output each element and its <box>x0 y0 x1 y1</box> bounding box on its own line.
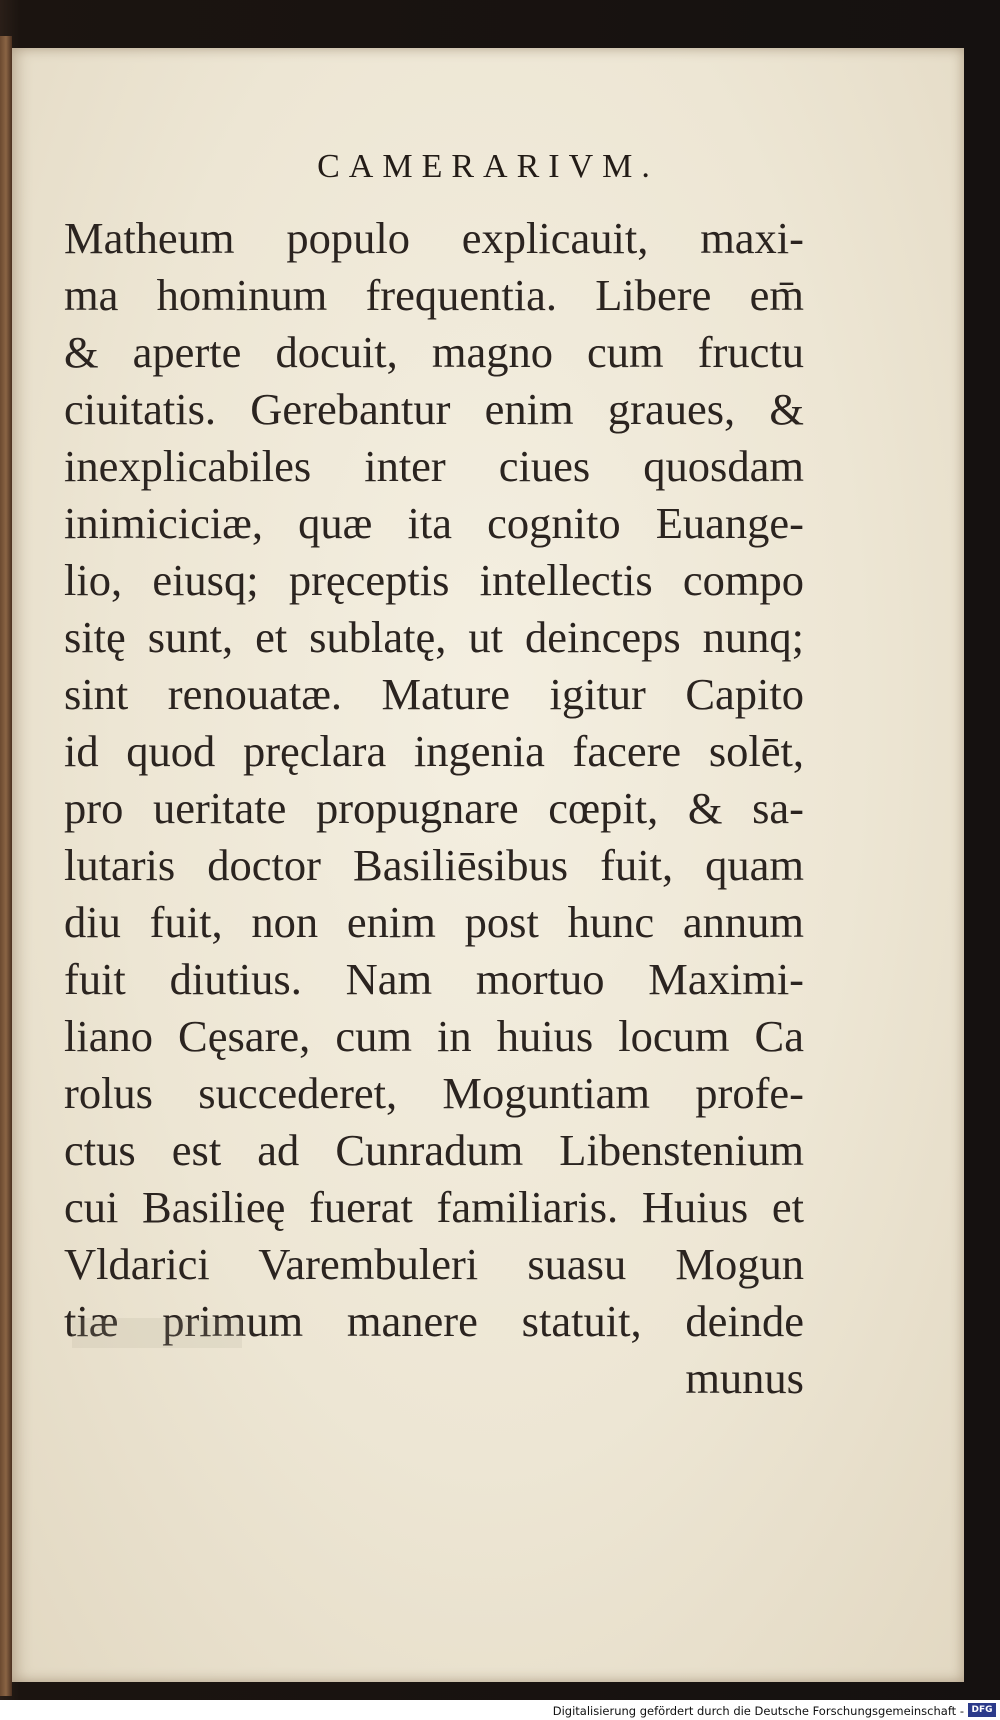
text-line: lutaris doctor Basiliēsibus fuit, quam <box>64 840 804 890</box>
text-line: Vldarici Varembuleri suasu Mogun <box>64 1239 804 1289</box>
book-binding-edge <box>0 36 12 1696</box>
text-line: rolus succederet, Moguntiam profe- <box>64 1068 804 1118</box>
digitization-footer <box>0 1700 1000 1720</box>
text-line: liano Cęsare, cum in huius locum Ca <box>64 1011 804 1061</box>
faded-bleedthrough-mark <box>72 1318 242 1348</box>
funding-credit: Digitalisierung gefördert durch die Deutsche Forschungsgemeinschaft - <box>552 1704 964 1718</box>
text-line: diu fuit, non enim post hunc annum <box>64 897 804 947</box>
text-line: sint renouatæ. Mature igitur Capito <box>64 669 804 719</box>
text-line: fuit diutius. Nam mortuo Maximi- <box>64 954 804 1004</box>
text-line: tiæ primum manere statuit, deinde <box>64 1296 804 1346</box>
text-line: id quod pręclara ingenia facere solēt, <box>64 726 804 776</box>
catchword: munus <box>685 1353 804 1403</box>
text-line: sitę sunt, et sublatę, ut deinceps nunq; <box>64 612 804 662</box>
running-head: CAMERARIVM. <box>317 148 659 185</box>
text-line: inimiciciæ, quæ ita cognito Euange- <box>64 498 804 548</box>
text-line: ciuitatis. Gerebantur enim graues, & <box>64 384 804 434</box>
text-line: pro ueritate propugnare cœpit, & sa- <box>64 783 804 833</box>
text-line: ma hominum frequentia. Libere em̄ <box>64 270 804 320</box>
text-line: lio, eiusq; pręceptis intellectis compo <box>64 555 804 605</box>
text-line: ctus est ad Cunradum Libenstenium <box>64 1125 804 1175</box>
dfg-logo-icon: DFG <box>968 1703 996 1717</box>
text-line: cui Basilieę fuerat familiaris. Huius et <box>64 1182 804 1232</box>
text-line: Matheum populo explicauit, maxi- <box>64 213 804 263</box>
text-line: inexplicabiles inter ciues quosdam <box>64 441 804 491</box>
book-page <box>12 48 964 1682</box>
text-line: & aperte docuit, magno cum fructu <box>64 327 804 377</box>
body-text <box>64 210 804 1407</box>
